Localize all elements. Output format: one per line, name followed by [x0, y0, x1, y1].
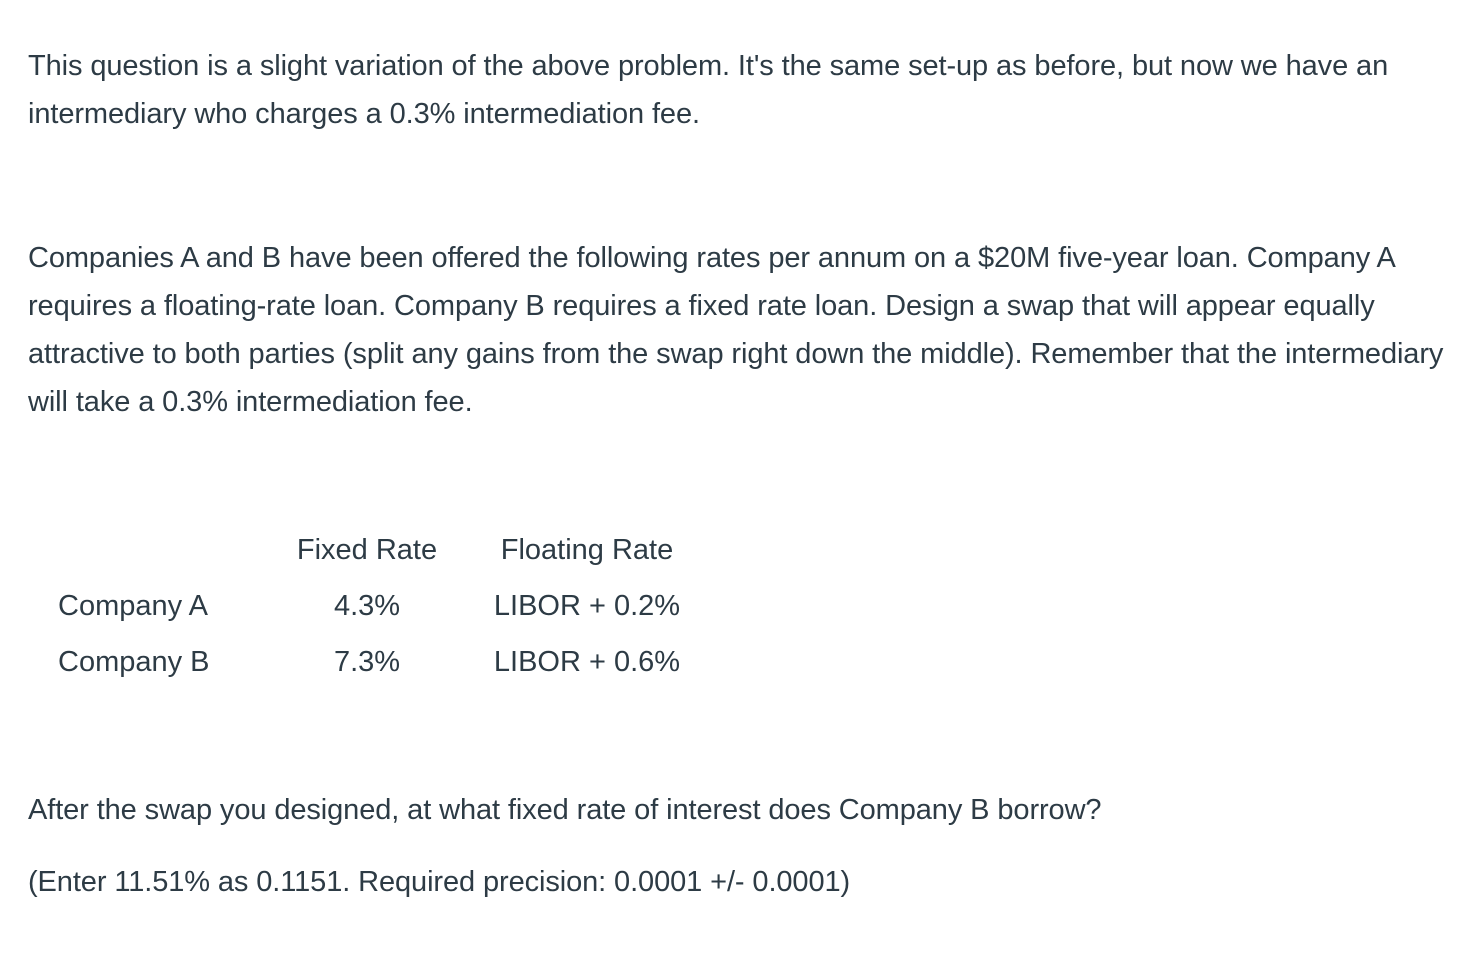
- fixed-rate-value: 4.3%: [333, 589, 401, 622]
- rates-table: [28, 522, 716, 690]
- header-fixed-rate: Fixed Rate: [296, 533, 438, 566]
- table-row: [28, 634, 716, 690]
- question-setup: Companies A and B have been offered the following rates per annum on a $20M five-year loan. Company A requires a floating-rate loan. Company B requires a fixed rate loan. Design a swap that will appear equally attractive to both parties (split any gains from the swap right down the middle). Remember that the intermediary will take a 0.3% intermediation fee.: [28, 242, 1444, 418]
- table-header-row: [28, 522, 716, 578]
- company-name: Company B: [58, 645, 210, 678]
- header-company: [28, 522, 276, 578]
- floating-rate-value: LIBOR + 0.2%: [493, 589, 681, 622]
- precision-note: (Enter 11.51% as 0.1151. Required precision: 0.0001 +/- 0.0001): [28, 866, 851, 898]
- fixed-rate-value: 7.3%: [333, 645, 401, 678]
- table-row: [28, 578, 716, 634]
- header-floating-rate: Floating Rate: [500, 533, 674, 566]
- company-name: Company A: [58, 589, 208, 622]
- question-intro: This question is a slight variation of the above problem. It's the same set-up as before, but now we have an intermediary who charges a 0.3% intermediation fee.: [28, 50, 1389, 130]
- question-prompt: After the swap you designed, at what fixed rate of interest does Company B borrow?: [28, 794, 1102, 826]
- floating-rate-value: LIBOR + 0.6%: [493, 645, 681, 678]
